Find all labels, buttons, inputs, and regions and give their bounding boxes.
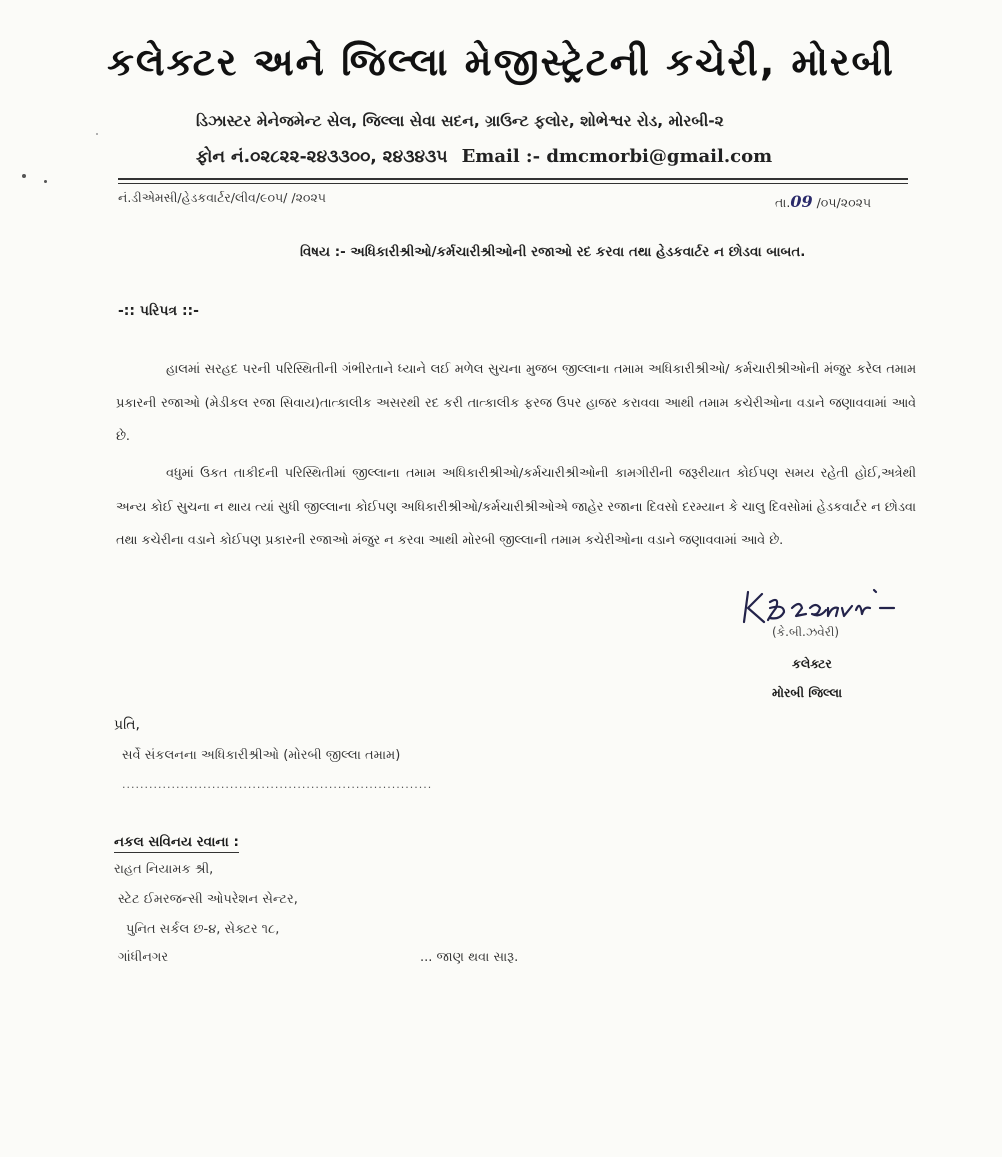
signatory-name: (કે.બી.ઝવેરી) — [772, 625, 840, 639]
office-title: કલેક્ટર અને જિલ્લા મેજીસ્ટ્રેટની કચેરી, મોરબી — [107, 40, 895, 84]
header-rule — [118, 178, 908, 180]
header-rule-thin — [118, 183, 908, 184]
date-prefix: તા. — [775, 195, 791, 210]
document-date — [775, 192, 871, 211]
scan-speck — [22, 174, 26, 178]
copy-to-line-3: પુનિત સર્કલ છ-૪, સેક્ટર ૧૮, — [126, 922, 280, 937]
email-address: Email :- dmcmorbi@gmail.com — [461, 146, 773, 167]
signatory-title: કલેક્ટર — [792, 656, 832, 671]
scan-speck — [96, 133, 98, 135]
copy-to-label: નકલ સવિનય રવાના : — [114, 834, 239, 850]
recipients-dotted-line: ..................................................................... — [122, 778, 433, 791]
recipients-line: સર્વે સંકલનના અધિકારીશ્રીઓ (મોરબી જીલ્લા તમામ) — [122, 748, 401, 763]
copy-to-line-4: ગાંધીનગર — [118, 950, 169, 965]
scan-speck — [44, 180, 47, 183]
phone-numbers: ફોન નં.૦૨૮૨૨-૨૪૩૩૦૦, ૨૪૩૪૩૫ — [196, 147, 448, 167]
subject-line: વિષય :- અધિકારીશ્રીઓ/કર્મચારીશ્રીઓની રજાઓ રદ કરવા તથા હેડકવાર્ટર ન છોડવા બાબત. — [300, 244, 806, 260]
circular-heading: -:: પરિપત્ર ::- — [118, 303, 199, 319]
reference-number: નં.ડીએમસી/હેડકવાર્ટર/લીવ/૯૦૫/ /૨૦૨૫ — [118, 190, 326, 205]
contact-line — [196, 146, 772, 167]
copy-to-line-1: રાહત નિયામક શ્રી, — [114, 862, 214, 877]
copy-to-note: ... જાણ થવા સારૂ. — [420, 950, 519, 965]
signatory-district: મોરબી જિલ્લા — [772, 685, 843, 700]
copy-to-line-2: સ્ટેટ ઈમરજન્સી ઓપરેશન સેન્ટર, — [118, 892, 298, 907]
office-address: ડિઝાસ્ટર મેનેજમેન્ટ સેલ, જિલ્લા સેવા સદન, ગ્રાઉન્ટ ફલોર, શોભેશ્વર રોડ, મોરબી-૨ — [196, 112, 724, 130]
date-handwritten-day: 09 — [790, 192, 813, 211]
date-suffix: /૦૫/૨૦૨૫ — [812, 195, 872, 210]
recipients-label: પ્રતિ, — [114, 717, 140, 733]
body-paragraph-2: વધુમાં ઉકત તાકીદની પરિસ્થિતીમાં જીલ્લાના તમામ અધિકારીશ્રીઓ/કર્મચારીશ્રીઓની કામગીરીની જરૂરીયાત કોઈપણ સમય રહેતી હોઈ,અત્રેથી અન્ય કોઈ સુચના ન થાય ત્યાં સુધી જીલ્લાના કોઈપણ અધિકારીશ્રીઓ/કર્મચારીશ્રીઓએ જાહેર રજાના દિવસો દરમ્યાન કે ચાલુ દિવસોમાં હેડકવાર્ટર ન છોડવા તથા કચેરીના વડાને કોઈપણ પ્રકારની રજાઓ મંજુર ન કરવા આથી મોરબી જીલ્લાની તમામ કચેરીઓના વડાને જણાવવામાં આવે છે. — [116, 466, 916, 548]
body-paragraph-1: હાલમાં સરહદ પરની પરિસ્થિતીની ગંભીરતાને ધ્યાને લઈ મળેલ સુચના મુજબ જીલ્લાના તમામ અધિકારીશ્રીઓ/ કર્મચારીશ્રીઓની મંજુર કરેલ તમામ પ્રકારની રજાઓ (મેડીકલ રજા સિવાય)તાત્કાલીક અસરથી રદ કરી તાત્કાલીક ફરજ ઉપર હાજર કરાવવા આથી તમામ કચેરીઓના વડાને જણાવવામાં આવે છે. — [116, 362, 916, 444]
